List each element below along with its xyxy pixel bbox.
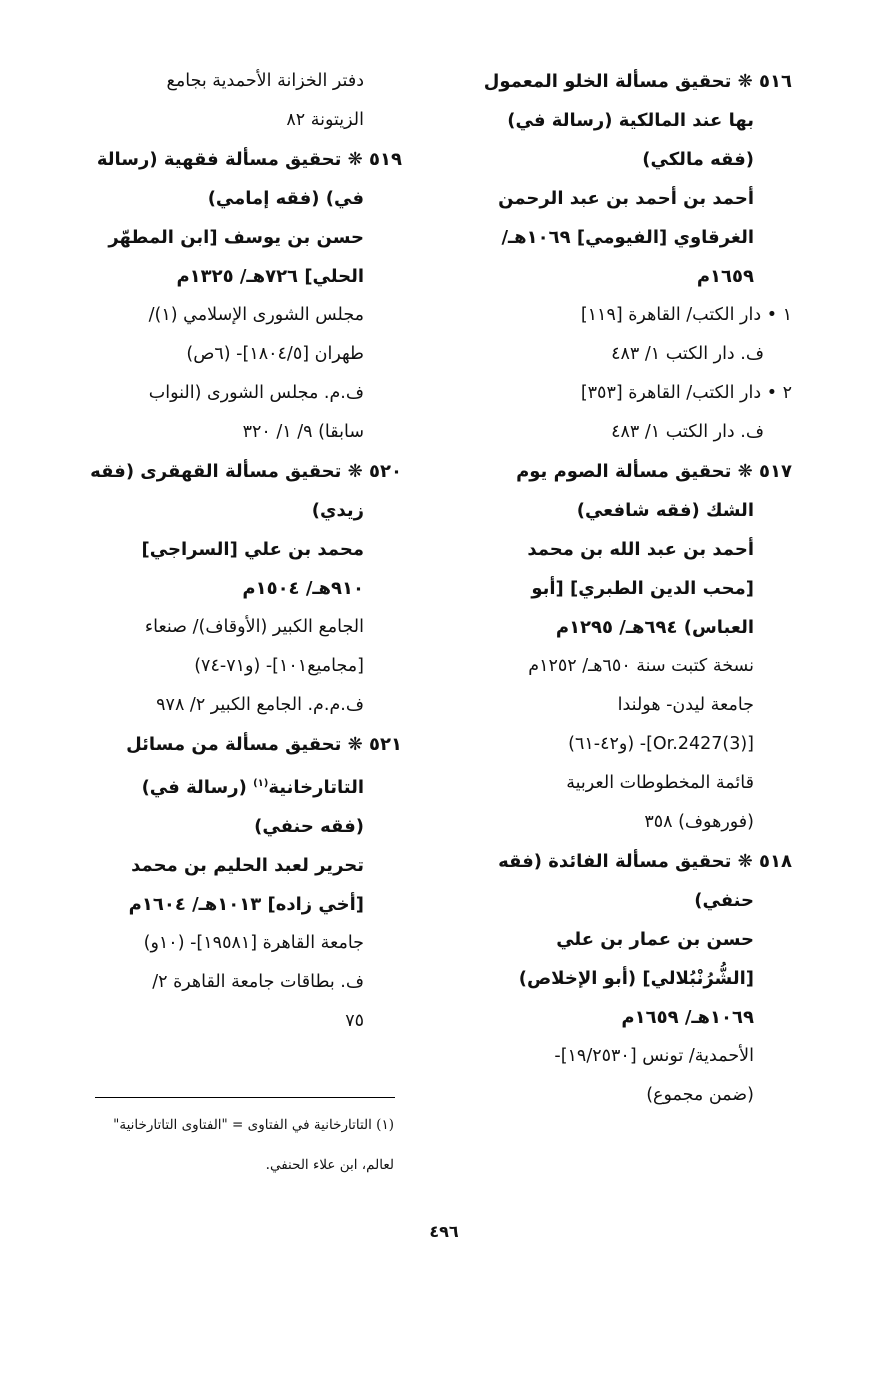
entry-517 <box>447 452 792 842</box>
entry-author: حسن بن يوسف [ابن المطهّر <box>108 227 364 248</box>
entry-detail: الجامع الكبير (الأوقاف)/ صنعاء <box>144 617 364 637</box>
footnote-line: لعالم، ابن علاء الحنفي. <box>265 1157 394 1173</box>
copy-line: ٢ • دار الكتب/ القاهرة [٣٥٣] <box>580 383 792 403</box>
entry-516 <box>447 62 792 452</box>
right-column <box>447 62 792 1115</box>
entry-520 <box>84 452 402 725</box>
entry-detail: ٧٥ <box>345 1011 364 1031</box>
entry-detail: دفتر الخزانة الأحمدية بجامع <box>166 71 364 91</box>
entry-title-cont: في) (فقه إمامي) <box>207 188 364 209</box>
entry-title: ٥٢١ ❋ تحقيق مسألة من مسائل <box>126 734 402 755</box>
entry-detail: جامعة ليدن- هولندا <box>617 695 754 715</box>
entry-detail: [مجاميع١٠١]- (و٧١-٧٤) <box>194 656 364 676</box>
entry-title-cont <box>84 764 402 807</box>
entry-detail: طهران [١٨٠٤/٥]- (٦ص) <box>186 344 364 364</box>
entry-author: أحمد بن أحمد بن عبد الرحمن <box>498 188 754 209</box>
entry-title-cont: زيدي) <box>311 500 364 521</box>
entry-title: ٥١٦ ❋ تحقيق مسألة الخلو المعمول <box>483 71 792 92</box>
continuation-518 <box>84 62 402 140</box>
entry-detail: مجلس الشورى الإسلامي (١)/ <box>148 305 364 325</box>
entry-author-cont: الغرقاوي [الفيومي] ١٠٦٩هـ/ <box>501 227 754 248</box>
entry-author-cont: [الشُّرُنْبُلالي] (أبو الإخلاص) <box>518 968 754 989</box>
entry-date: العباس) ٦٩٤هـ/ ١٢٩٥م <box>555 617 754 638</box>
entry-date: [أخي زاده] ١٠١٣هـ/ ١٦٠٤م <box>128 894 364 915</box>
entry-title-cont: حنفي) <box>694 890 754 911</box>
entry-519 <box>84 140 402 452</box>
entry-detail: نسخة كتبت سنة ٦٥٠هـ/ ١٢٥٢م <box>528 656 754 676</box>
entry-title-cont: الشك (فقه شافعي) <box>576 500 754 521</box>
entry-detail: (فورهوف) ٣٥٨ <box>644 812 754 832</box>
entry-detail: ف. بطاقات جامعة القاهرة ٢/ <box>152 972 364 992</box>
entry-category: (فقه مالكي) <box>642 149 754 170</box>
entry-title-tail: (رسالة في) <box>141 777 254 798</box>
entry-detail: جامعة القاهرة [١٩٥٨١]- (١٠و) <box>143 933 364 953</box>
entry-title: ٥١٩ ❋ تحقيق مسألة فقهية (رسالة <box>96 149 402 170</box>
entry-detail: [Or.2427(3)]- (و٤٢-٦١) <box>568 734 754 754</box>
entry-date: ١٦٥٩م <box>696 266 754 287</box>
entry-title: ٥١٧ ❋ تحقيق مسألة الصوم يوم <box>516 461 792 482</box>
copy-line: ١ • دار الكتب/ القاهرة [١١٩] <box>580 305 792 325</box>
entry-518 <box>447 842 792 1115</box>
entry-521 <box>84 725 402 1041</box>
entry-detail: ف.م.م. الجامع الكبير ٢/ ٩٧٨ <box>156 695 364 715</box>
footnote-rule <box>95 1097 395 1098</box>
entry-date: ١٠٦٩هـ/ ١٦٥٩م <box>621 1007 754 1028</box>
entry-date: الحلي] ٧٢٦هـ/ ١٣٢٥م <box>176 266 364 287</box>
entry-title-word: التاتارخانية <box>268 777 364 798</box>
entry-detail: ف.م. مجلس الشورى (النواب <box>148 383 364 403</box>
entry-author: تحرير لعبد الحليم بن محمد <box>131 855 364 876</box>
entry-title: ٥١٨ ❋ تحقيق مسألة الفائدة (فقه <box>498 851 792 872</box>
entry-detail: (ضمن مجموع) <box>646 1085 754 1105</box>
entry-category: (فقه حنفي) <box>254 816 364 837</box>
page-number: ٤٩٦ <box>429 1222 459 1241</box>
footnote-line: (١) التاتارخانية في الفتاوى = "الفتاوى التاتارخانية" <box>113 1117 394 1133</box>
entry-date: ٩١٠هـ/ ١٥٠٤م <box>242 578 364 599</box>
footnote-marker: (١) <box>253 778 269 789</box>
entry-title-cont: بها عند المالكية (رسالة في) <box>507 110 754 131</box>
entry-author: أحمد بن عبد الله بن محمد <box>527 539 754 560</box>
entry-title: ٥٢٠ ❋ تحقيق مسألة القهقرى (فقه <box>90 461 402 482</box>
copy-ref: ف. دار الكتب ١/ ٤٨٣ <box>611 344 764 364</box>
entry-detail: سابقا) ٩/ ١/ ٣٢٠ <box>242 422 364 442</box>
entry-detail: الزيتونة ٨٢ <box>286 110 364 130</box>
copy-ref: ف. دار الكتب ١/ ٤٨٣ <box>611 422 764 442</box>
entry-detail: قائمة المخطوطات العربية <box>566 773 754 793</box>
left-column <box>84 62 402 1041</box>
entry-detail: الأحمدية/ تونس [١٩/٢٥٣٠]- <box>554 1046 754 1066</box>
entry-author: محمد بن علي [السراجي] <box>141 539 364 560</box>
entry-author-cont: [محب الدين الطبري] [أبو <box>531 578 754 599</box>
entry-author: حسن بن عمار بن علي <box>556 929 754 950</box>
